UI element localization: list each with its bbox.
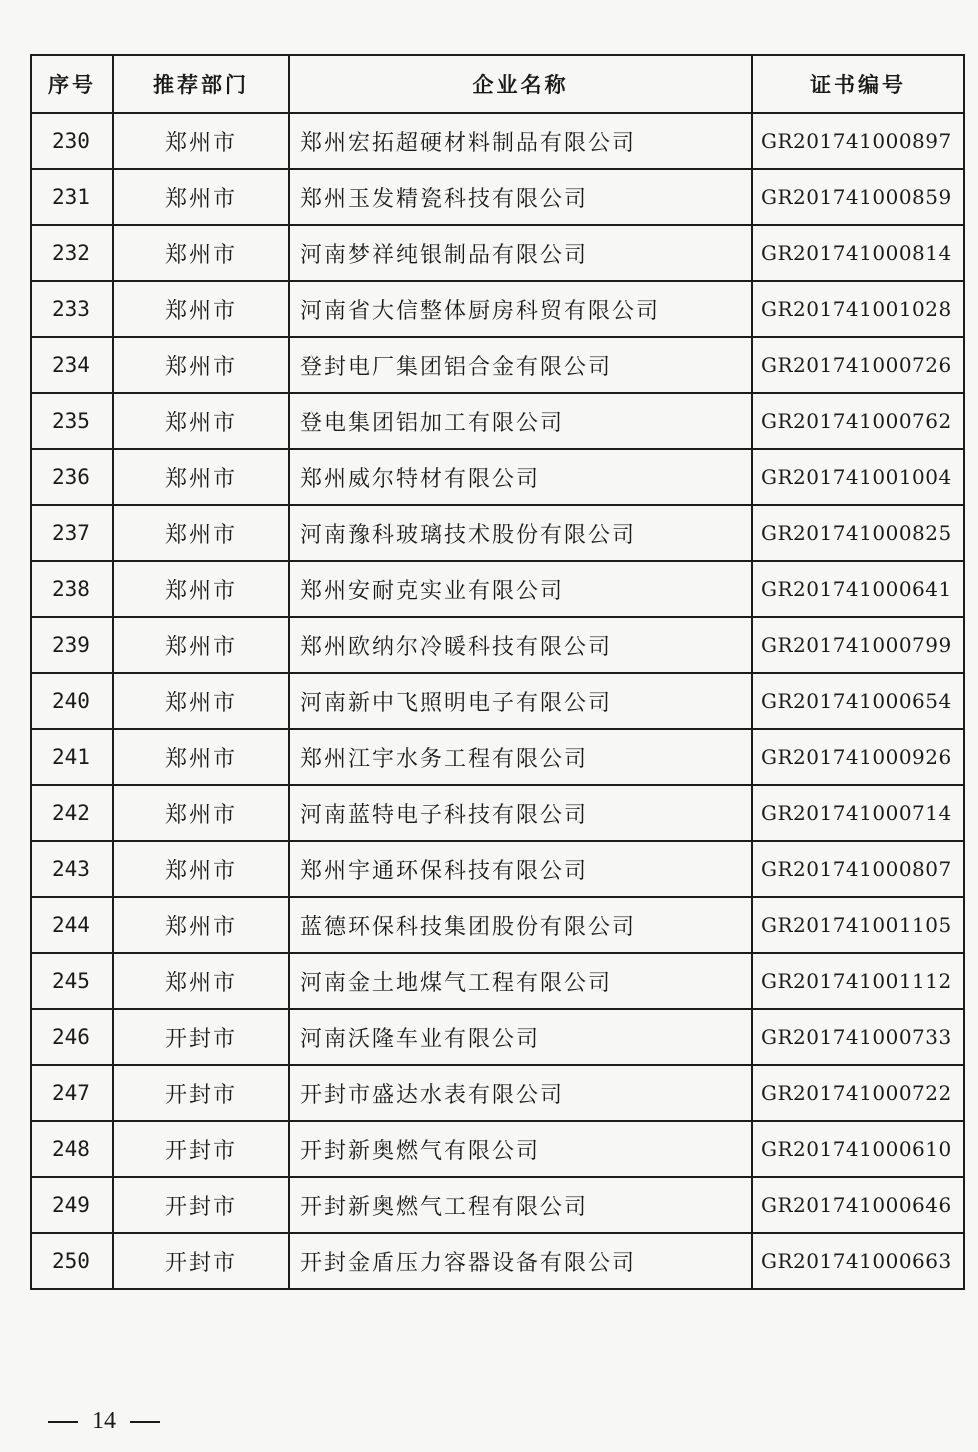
table-row bbox=[31, 1177, 964, 1233]
header-company-name: 企业名称 bbox=[289, 55, 752, 113]
table-row bbox=[31, 897, 964, 953]
table-row bbox=[31, 393, 964, 449]
department-cell: 郑州市 bbox=[113, 617, 289, 673]
serial-number-cell: 248 bbox=[31, 1121, 113, 1177]
company-name-cell: 河南省大信整体厨房科贸有限公司 bbox=[289, 281, 752, 337]
company-name-cell: 河南豫科玻璃技术股份有限公司 bbox=[289, 505, 752, 561]
certificate-number-cell: GR201741000714 bbox=[752, 785, 964, 841]
table-row bbox=[31, 1065, 964, 1121]
certificate-number-cell: GR201741000799 bbox=[752, 617, 964, 673]
department-cell: 郑州市 bbox=[113, 505, 289, 561]
serial-number-cell: 243 bbox=[31, 841, 113, 897]
serial-number-cell: 247 bbox=[31, 1065, 113, 1121]
department-cell: 郑州市 bbox=[113, 729, 289, 785]
department-cell: 郑州市 bbox=[113, 785, 289, 841]
certificate-number-cell: GR201741000726 bbox=[752, 337, 964, 393]
company-name-cell: 开封金盾压力容器设备有限公司 bbox=[289, 1233, 752, 1289]
certificate-number-cell: GR201741000762 bbox=[752, 393, 964, 449]
table-header-row bbox=[31, 55, 964, 113]
enterprise-table bbox=[30, 54, 965, 1290]
certificate-number-cell: GR201741001004 bbox=[752, 449, 964, 505]
certificate-number-cell: GR201741000807 bbox=[752, 841, 964, 897]
company-name-cell: 河南新中飞照明电子有限公司 bbox=[289, 673, 752, 729]
header-recommending-department: 推荐部门 bbox=[113, 55, 289, 113]
certificate-number-cell: GR201741001105 bbox=[752, 897, 964, 953]
certificate-number-cell: GR201741000722 bbox=[752, 1065, 964, 1121]
table-row bbox=[31, 281, 964, 337]
company-name-cell: 郑州宏拓超硬材料制品有限公司 bbox=[289, 113, 752, 169]
certificate-number-cell: GR201741001112 bbox=[752, 953, 964, 1009]
company-name-cell: 郑州玉发精瓷科技有限公司 bbox=[289, 169, 752, 225]
table-row bbox=[31, 617, 964, 673]
department-cell: 郑州市 bbox=[113, 953, 289, 1009]
department-cell: 郑州市 bbox=[113, 113, 289, 169]
certificate-number-cell: GR201741000663 bbox=[752, 1233, 964, 1289]
serial-number-cell: 241 bbox=[31, 729, 113, 785]
serial-number-cell: 240 bbox=[31, 673, 113, 729]
serial-number-cell: 246 bbox=[31, 1009, 113, 1065]
department-cell: 郑州市 bbox=[113, 225, 289, 281]
serial-number-cell: 245 bbox=[31, 953, 113, 1009]
serial-number-cell: 239 bbox=[31, 617, 113, 673]
company-name-cell: 开封新奥燃气工程有限公司 bbox=[289, 1177, 752, 1233]
company-name-cell: 蓝德环保科技集团股份有限公司 bbox=[289, 897, 752, 953]
footer-dash-left bbox=[48, 1421, 78, 1423]
table-row bbox=[31, 1233, 964, 1289]
department-cell: 郑州市 bbox=[113, 841, 289, 897]
table-row bbox=[31, 785, 964, 841]
department-cell: 开封市 bbox=[113, 1177, 289, 1233]
table-row bbox=[31, 729, 964, 785]
department-cell: 郑州市 bbox=[113, 169, 289, 225]
certificate-number-cell: GR201741000825 bbox=[752, 505, 964, 561]
department-cell: 郑州市 bbox=[113, 281, 289, 337]
company-name-cell: 郑州欧纳尔冷暖科技有限公司 bbox=[289, 617, 752, 673]
table-row bbox=[31, 841, 964, 897]
company-name-cell: 河南梦祥纯银制品有限公司 bbox=[289, 225, 752, 281]
company-name-cell: 郑州安耐克实业有限公司 bbox=[289, 561, 752, 617]
table-row bbox=[31, 449, 964, 505]
table-row bbox=[31, 113, 964, 169]
department-cell: 开封市 bbox=[113, 1009, 289, 1065]
serial-number-cell: 238 bbox=[31, 561, 113, 617]
company-name-cell: 河南蓝特电子科技有限公司 bbox=[289, 785, 752, 841]
table-row bbox=[31, 1009, 964, 1065]
company-name-cell: 开封市盛达水表有限公司 bbox=[289, 1065, 752, 1121]
header-certificate-number: 证书编号 bbox=[752, 55, 964, 113]
department-cell: 郑州市 bbox=[113, 561, 289, 617]
serial-number-cell: 250 bbox=[31, 1233, 113, 1289]
department-cell: 郑州市 bbox=[113, 393, 289, 449]
certificate-number-cell: GR201741001028 bbox=[752, 281, 964, 337]
certificate-number-cell: GR201741000814 bbox=[752, 225, 964, 281]
certificate-number-cell: GR201741000926 bbox=[752, 729, 964, 785]
company-name-cell: 郑州江宇水务工程有限公司 bbox=[289, 729, 752, 785]
table-row bbox=[31, 673, 964, 729]
company-name-cell: 郑州宇通环保科技有限公司 bbox=[289, 841, 752, 897]
department-cell: 郑州市 bbox=[113, 337, 289, 393]
department-cell: 郑州市 bbox=[113, 673, 289, 729]
enterprise-table-container bbox=[30, 54, 963, 1290]
department-cell: 郑州市 bbox=[113, 897, 289, 953]
certificate-number-cell: GR201741000733 bbox=[752, 1009, 964, 1065]
table-row bbox=[31, 225, 964, 281]
certificate-number-cell: GR201741000654 bbox=[752, 673, 964, 729]
certificate-number-cell: GR201741000859 bbox=[752, 169, 964, 225]
company-name-cell: 登电集团铝加工有限公司 bbox=[289, 393, 752, 449]
serial-number-cell: 232 bbox=[31, 225, 113, 281]
company-name-cell: 河南金土地煤气工程有限公司 bbox=[289, 953, 752, 1009]
department-cell: 开封市 bbox=[113, 1121, 289, 1177]
serial-number-cell: 236 bbox=[31, 449, 113, 505]
serial-number-cell: 242 bbox=[31, 785, 113, 841]
footer-dash-right bbox=[130, 1421, 160, 1423]
certificate-number-cell: GR201741000610 bbox=[752, 1121, 964, 1177]
serial-number-cell: 237 bbox=[31, 505, 113, 561]
table-row bbox=[31, 561, 964, 617]
serial-number-cell: 249 bbox=[31, 1177, 113, 1233]
serial-number-cell: 231 bbox=[31, 169, 113, 225]
company-name-cell: 开封新奥燃气有限公司 bbox=[289, 1121, 752, 1177]
table-row bbox=[31, 337, 964, 393]
certificate-number-cell: GR201741000641 bbox=[752, 561, 964, 617]
page-footer bbox=[48, 1408, 160, 1435]
header-serial-number: 序号 bbox=[31, 55, 113, 113]
page-number: 14 bbox=[92, 1408, 116, 1434]
serial-number-cell: 233 bbox=[31, 281, 113, 337]
company-name-cell: 郑州威尔特材有限公司 bbox=[289, 449, 752, 505]
serial-number-cell: 235 bbox=[31, 393, 113, 449]
table-row bbox=[31, 1121, 964, 1177]
serial-number-cell: 230 bbox=[31, 113, 113, 169]
department-cell: 开封市 bbox=[113, 1065, 289, 1121]
certificate-number-cell: GR201741000646 bbox=[752, 1177, 964, 1233]
department-cell: 开封市 bbox=[113, 1233, 289, 1289]
serial-number-cell: 244 bbox=[31, 897, 113, 953]
table-row bbox=[31, 505, 964, 561]
company-name-cell: 登封电厂集团铝合金有限公司 bbox=[289, 337, 752, 393]
serial-number-cell: 234 bbox=[31, 337, 113, 393]
certificate-number-cell: GR201741000897 bbox=[752, 113, 964, 169]
department-cell: 郑州市 bbox=[113, 449, 289, 505]
table-row bbox=[31, 953, 964, 1009]
table-row bbox=[31, 169, 964, 225]
company-name-cell: 河南沃隆车业有限公司 bbox=[289, 1009, 752, 1065]
